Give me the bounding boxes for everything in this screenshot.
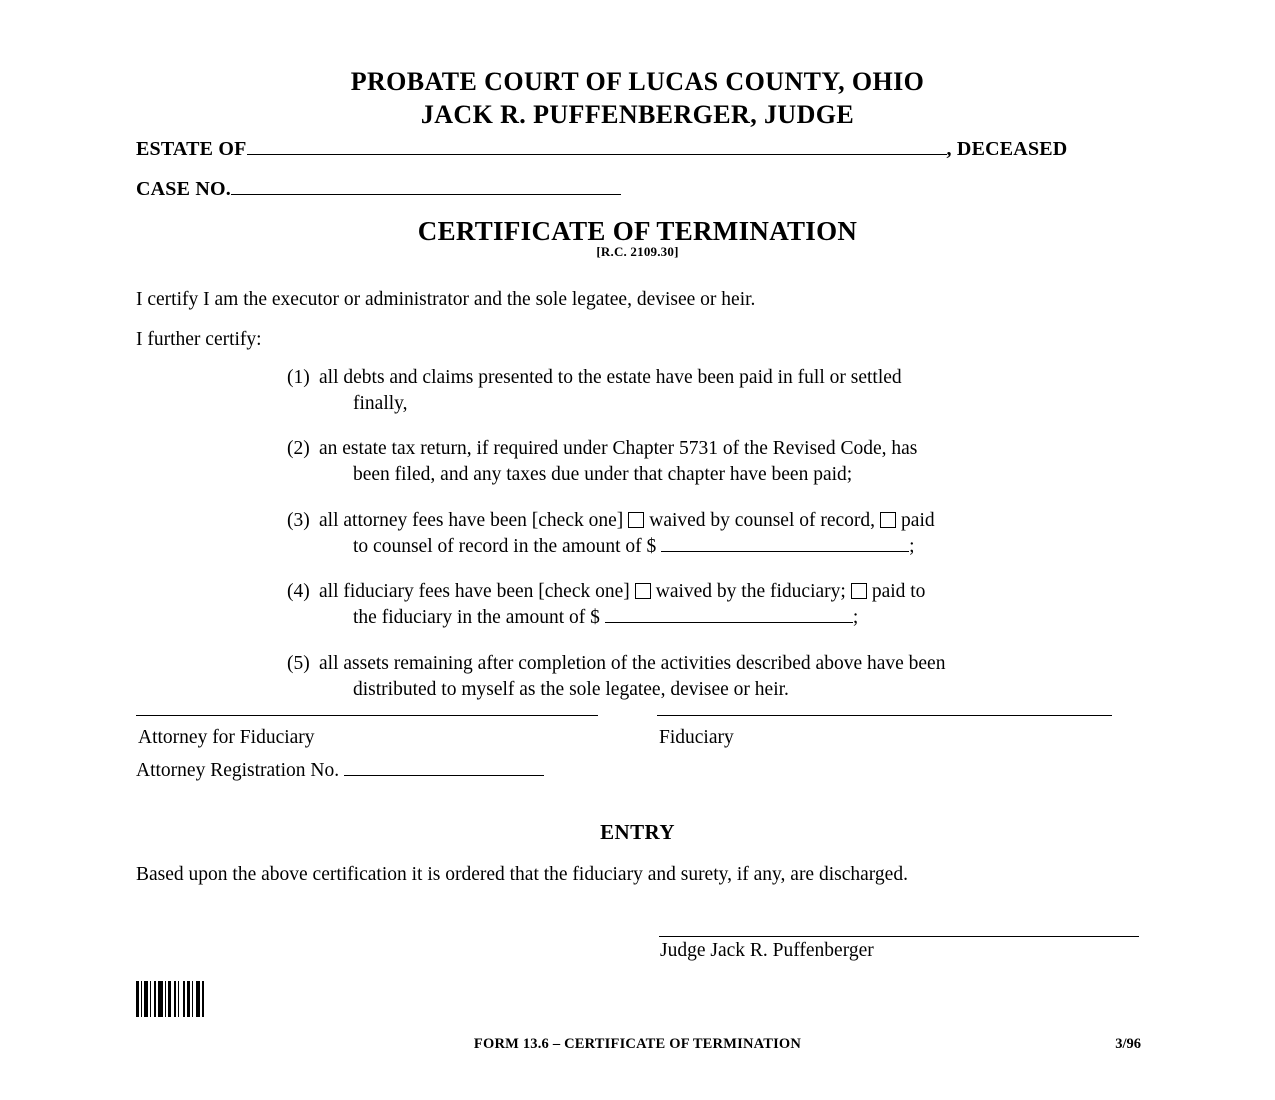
attorney-registration-input[interactable]: [344, 761, 544, 776]
item-number: (3): [287, 509, 310, 531]
item-number: (2): [287, 438, 310, 460]
barcode-bar: [204, 981, 206, 1017]
estate-of-label: ESTATE OF: [136, 138, 247, 160]
item-text: [319, 579, 1147, 630]
barcode: [136, 981, 306, 1017]
attorney-signature-input[interactable]: [136, 715, 598, 716]
certification-list: [287, 365, 1147, 722]
item-line-1: all assets remaining after completion of the activities described above have been: [319, 652, 946, 674]
item-text: [319, 651, 1147, 702]
further-certify-paragraph: I further certify:: [136, 329, 262, 350]
item-number: (1): [287, 367, 310, 388]
fiduciary-fees-waived-checkbox[interactable]: [635, 583, 651, 599]
item-number: (5): [287, 652, 310, 674]
fiduciary-fees-waived-label: waived by the fiduciary;: [655, 581, 846, 603]
fiduciary-fees-amount-suffix: ;: [852, 607, 859, 629]
estate-of-input[interactable]: [247, 139, 947, 155]
fiduciary-fees-lead: all fiduciary fees have been [check one]: [319, 581, 630, 603]
fiduciary-fees-amount-label: the fiduciary in the amount of $: [353, 607, 600, 629]
attorney-fees-amount-label: to counsel of record in the amount of $: [353, 535, 657, 557]
document-citation: [R.C. 2109.30]: [596, 244, 679, 259]
form-revision-date: 3/96: [1115, 1036, 1141, 1052]
certify-intro-paragraph: I certify I am the executor or administrator and the sole legatee, devisee or heir.: [136, 289, 756, 310]
judge-name: JACK R. PUFFENBERGER, JUDGE: [420, 99, 855, 129]
deceased-label: , DECEASED: [946, 138, 1068, 160]
signature-block: [136, 705, 1146, 753]
attorney-registration-row: [136, 760, 544, 782]
list-item: [287, 365, 1147, 416]
entry-heading: ENTRY: [600, 820, 675, 844]
fiduciary-signature-input[interactable]: [657, 715, 1112, 716]
list-item: [287, 651, 1147, 702]
item-number: (4): [287, 581, 310, 603]
attorney-fees-waived-label: waived by counsel of record,: [649, 509, 876, 531]
entry-paragraph: Based upon the above certification it is ordered that the fiduciary and surety, if any, are discharged.: [136, 864, 908, 885]
judge-signature-input[interactable]: [659, 936, 1139, 937]
item-line-1: an estate tax return, if required under Chapter 5731 of the Revised Code, has: [319, 438, 918, 460]
attorney-fees-lead: all attorney fees have been [check one]: [319, 509, 624, 531]
attorney-signature-label: Attorney for Fiduciary: [138, 727, 315, 748]
item-text: [319, 365, 1147, 416]
attorney-registration-label: Attorney Registration No.: [136, 760, 340, 781]
list-item: [287, 508, 1147, 559]
judge-signature-label: Judge Jack R. Puffenberger: [660, 940, 874, 961]
attorney-fees-paid-label: paid: [901, 509, 935, 531]
fiduciary-fees-amount-input[interactable]: [605, 608, 853, 623]
item-line-2: finally,: [353, 392, 408, 414]
item-line-1: all debts and claims presented to the estate have been paid in full or settled: [319, 367, 902, 388]
case-no-input[interactable]: [231, 179, 621, 195]
attorney-fees-amount-suffix: ;: [909, 535, 915, 557]
court-header: [0, 0, 1275, 132]
case-no-label: CASE NO.: [136, 178, 231, 200]
attorney-fees-amount-input[interactable]: [661, 537, 909, 552]
estate-of-field-row: [136, 138, 1067, 161]
item-line-2: been filed, and any taxes due under that chapter have been paid;: [353, 464, 853, 486]
item-text: [319, 436, 1147, 487]
case-no-field-row: [136, 178, 621, 201]
form-identifier: FORM 13.6 – CERTIFICATE OF TERMINATION: [473, 1036, 802, 1052]
item-text: [319, 508, 1147, 559]
fiduciary-fees-amount-line: [319, 605, 1147, 631]
item-line-2: distributed to myself as the sole legatee, devisee or heir.: [353, 678, 789, 700]
signature-lines: [136, 705, 1146, 727]
list-item: [287, 436, 1147, 487]
fiduciary-fees-paid-label: paid to: [871, 581, 926, 603]
court-name: PROBATE COURT OF LUCAS COUNTY, OHIO: [350, 67, 925, 96]
attorney-fees-paid-checkbox[interactable]: [880, 512, 896, 528]
attorney-fees-waived-checkbox[interactable]: [628, 512, 644, 528]
attorney-fees-amount-line: [319, 534, 1147, 560]
document-title: CERTIFICATE OF TERMINATION: [417, 216, 858, 246]
fiduciary-fees-paid-checkbox[interactable]: [851, 583, 867, 599]
signature-labels: [136, 727, 1146, 753]
page-footer: [0, 1036, 1275, 1056]
fiduciary-signature-label: Fiduciary: [659, 727, 734, 748]
list-item: [287, 579, 1147, 630]
